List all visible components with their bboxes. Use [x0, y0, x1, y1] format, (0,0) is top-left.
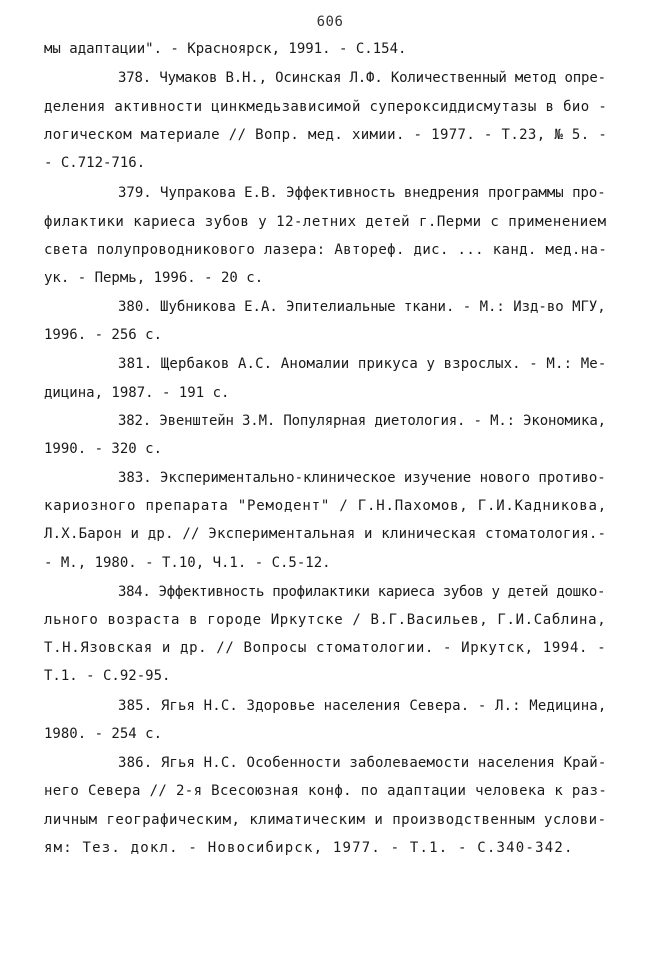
text-line: дицина, 1987. - 191 с. — [44, 385, 230, 401]
text-line: деления активности цинкмедьзависимой супероксиддисмутазы в био - — [44, 99, 608, 115]
text-line: 386. Ягья Н.С. Особенности заболеваемости населения Край- — [118, 755, 607, 771]
text-line: мы адаптации". - Красноярск, 1991. - С.154. — [44, 41, 407, 57]
text-line: Т.Н.Язовская и др. // Вопросы стоматологии. - Иркутск, 1994. - — [44, 640, 607, 656]
text-line: - С.712-716. — [44, 155, 146, 171]
text-line: 382. Эвенштейн З.М. Популярная диетология. - М.: Экономика, — [118, 413, 606, 429]
text-line: кариозного препарата "Ремодент" / Г.Н.Пахомов, Г.И.Кадникова, — [44, 498, 607, 514]
text-line: Л.Х.Барон и др. // Экспериментальная и клиническая стоматология.- — [44, 526, 607, 542]
text-line: 379. Чупракова Е.В. Эффективность внедрения программы про- — [118, 185, 606, 201]
text-line: него Севера // 2-я Всесоюзная конф. по адаптации человека к раз- — [44, 783, 608, 799]
text-line: света полупроводникового лазера: Автореф. дис. ... канд. мед.на- — [44, 242, 608, 258]
text-line: 380. Шубникова Е.А. Эпителиальные ткани. - М.: Изд-во МГУ, — [118, 299, 606, 315]
text-line: 381. Щербаков А.С. Аномалии прикуса у взрослых. - М.: Ме- — [118, 356, 607, 372]
text-line: 378. Чумаков В.Н., Осинская Л.Ф. Количественный метод опре- — [118, 70, 606, 86]
text-line: филактики кариеса зубов у 12-летних детей г.Перми с применением — [44, 214, 607, 230]
text-line: ук. - Пермь, 1996. - 20 с. — [44, 270, 264, 286]
text-line: ям: Тез. докл. - Новосибирск, 1977. - Т.1. - С.340-342. — [44, 840, 574, 856]
text-line: логическом материале // Вопр. мед. химии. - 1977. - Т.23, № 5. - — [44, 127, 608, 143]
text-line: личным географическим, климатическим и производственным услови- — [44, 812, 607, 828]
text-line: 1990. - 320 с. — [44, 441, 163, 457]
text-line: 1996. - 256 с. — [44, 327, 163, 343]
text-line: 1980. - 254 с. — [44, 726, 163, 742]
text-line: - М., 1980. - Т.10, Ч.1. - С.5-12. — [44, 555, 331, 571]
text-line: Т.1. - С.92-95. — [44, 668, 171, 684]
text-line: 385. Ягья Н.С. Здоровье населения Севера. - Л.: Медицина, — [118, 698, 607, 714]
text-line: 384. Эффективность профилактики кариеса зубов у детей дошко- — [118, 584, 606, 600]
text-line: 383. Экспериментально-клиническое изучение нового противо- — [118, 470, 606, 486]
page-number: 606 — [316, 14, 344, 30]
text-line: льного возраста в городе Иркутске / В.Г.Васильев, Г.И.Саблина, — [44, 612, 607, 628]
